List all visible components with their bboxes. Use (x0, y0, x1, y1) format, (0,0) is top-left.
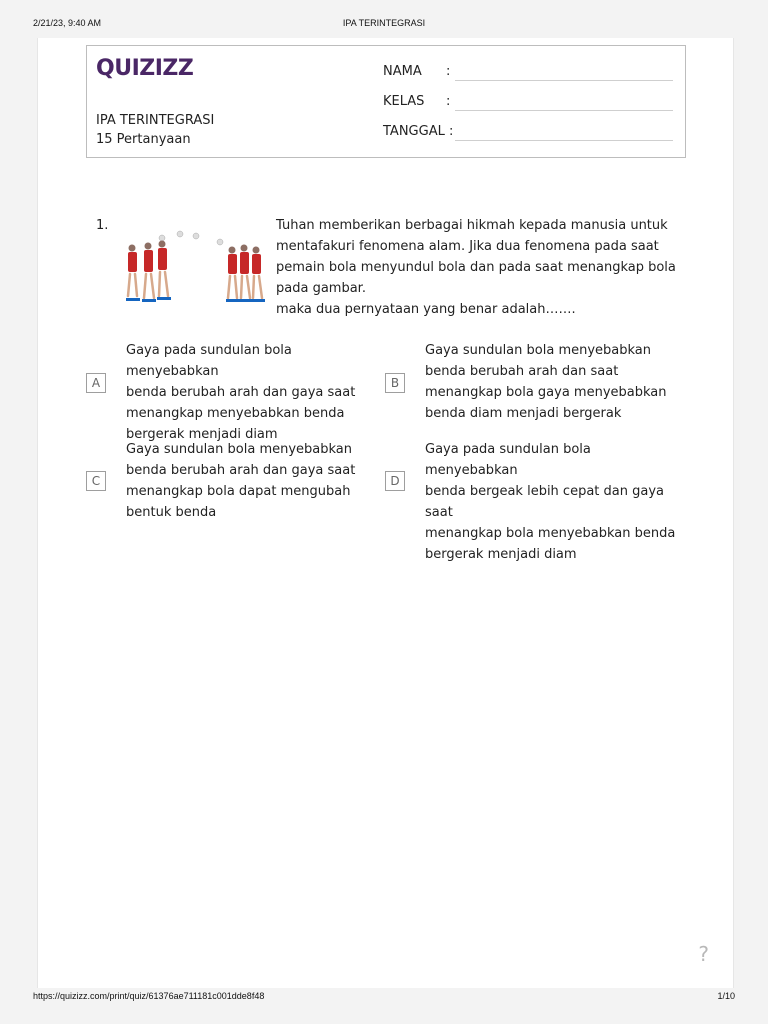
option-line: benda berubah arah dan saat (425, 364, 619, 379)
question-line: Tuhan memberikan berbagai hikmah kepada manusia untuk (276, 218, 668, 233)
option-line: Gaya pada sundulan bola menyebabkan (126, 343, 292, 379)
option-line: Gaya sundulan bola menyebabkan (425, 343, 652, 358)
option-c-text[interactable] (126, 439, 382, 523)
option-line: menangkap bola menyebabkan benda (425, 526, 676, 541)
option-line: benda diam menjadi bergerak (425, 406, 622, 421)
class-field (383, 94, 673, 114)
option-line: bergerak menjadi diam (425, 547, 577, 562)
print-title: IPA TERINTEGRASI (342, 18, 426, 28)
question-line: pemain bola menyundul bola dan pada saat menangkap bola (276, 260, 676, 275)
print-url: https://quizizz.com/print/quiz/61376ae711181c001dde8f48 (33, 991, 265, 1001)
option-a-letter[interactable]: A (86, 373, 106, 393)
option-line: bentuk benda (126, 505, 217, 520)
option-d-letter[interactable]: D (385, 471, 405, 491)
question-number: 1. (96, 218, 109, 233)
option-line: menangkap bola gaya menyebabkan (425, 385, 667, 400)
option-line: menangkap menyebabkan benda (126, 406, 345, 421)
class-blank-line (455, 110, 673, 111)
option-line: bergerak menjadi diam (126, 427, 278, 442)
date-field (383, 124, 673, 144)
quiz-sheet (37, 38, 734, 988)
print-datetime: 2/21/23, 9:40 AM (33, 18, 102, 28)
question-line: mentafakuri fenomena alam. Jika dua fenomena pada saat (276, 239, 659, 254)
option-b-letter[interactable]: B (385, 373, 405, 393)
print-footer (0, 991, 768, 1005)
student-info-box (86, 45, 686, 158)
option-line: menangkap bola dapat mengubah (126, 484, 351, 499)
soccer-players-image (124, 224, 268, 304)
print-header (0, 18, 768, 32)
name-blank-line (455, 80, 673, 81)
option-d-text[interactable] (425, 439, 681, 565)
option-line: Gaya pada sundulan bola menyebabkan (425, 442, 591, 478)
class-colon: : (446, 94, 451, 109)
question-count: 15 Pertanyaan (96, 132, 191, 147)
name-label: NAMA (383, 64, 422, 79)
question-text (276, 215, 676, 320)
option-line: benda bergeak lebih cepat dan gaya saat (425, 484, 664, 520)
question-mark-icon[interactable]: ? (698, 942, 709, 966)
option-line: benda berubah arah dan gaya saat (126, 385, 356, 400)
quiz-title: IPA TERINTEGRASI (96, 113, 215, 128)
quizizz-logo: QUIZIZZ (96, 56, 194, 81)
date-blank-line (455, 140, 673, 141)
name-field (383, 64, 673, 84)
option-line: benda berubah arah dan gaya saat (126, 463, 356, 478)
name-colon: : (446, 64, 451, 79)
question-line: pada gambar. (276, 281, 366, 296)
option-b-text[interactable] (425, 340, 681, 424)
option-c-letter[interactable]: C (86, 471, 106, 491)
question-line: maka dua pernyataan yang benar adalah……. (276, 302, 576, 317)
date-label: TANGGAL : (383, 124, 454, 139)
option-a-text[interactable] (126, 340, 382, 445)
print-page-number: 1/10 (717, 991, 735, 1001)
option-line: Gaya sundulan bola menyebabkan (126, 442, 353, 457)
class-label: KELAS (383, 94, 425, 109)
